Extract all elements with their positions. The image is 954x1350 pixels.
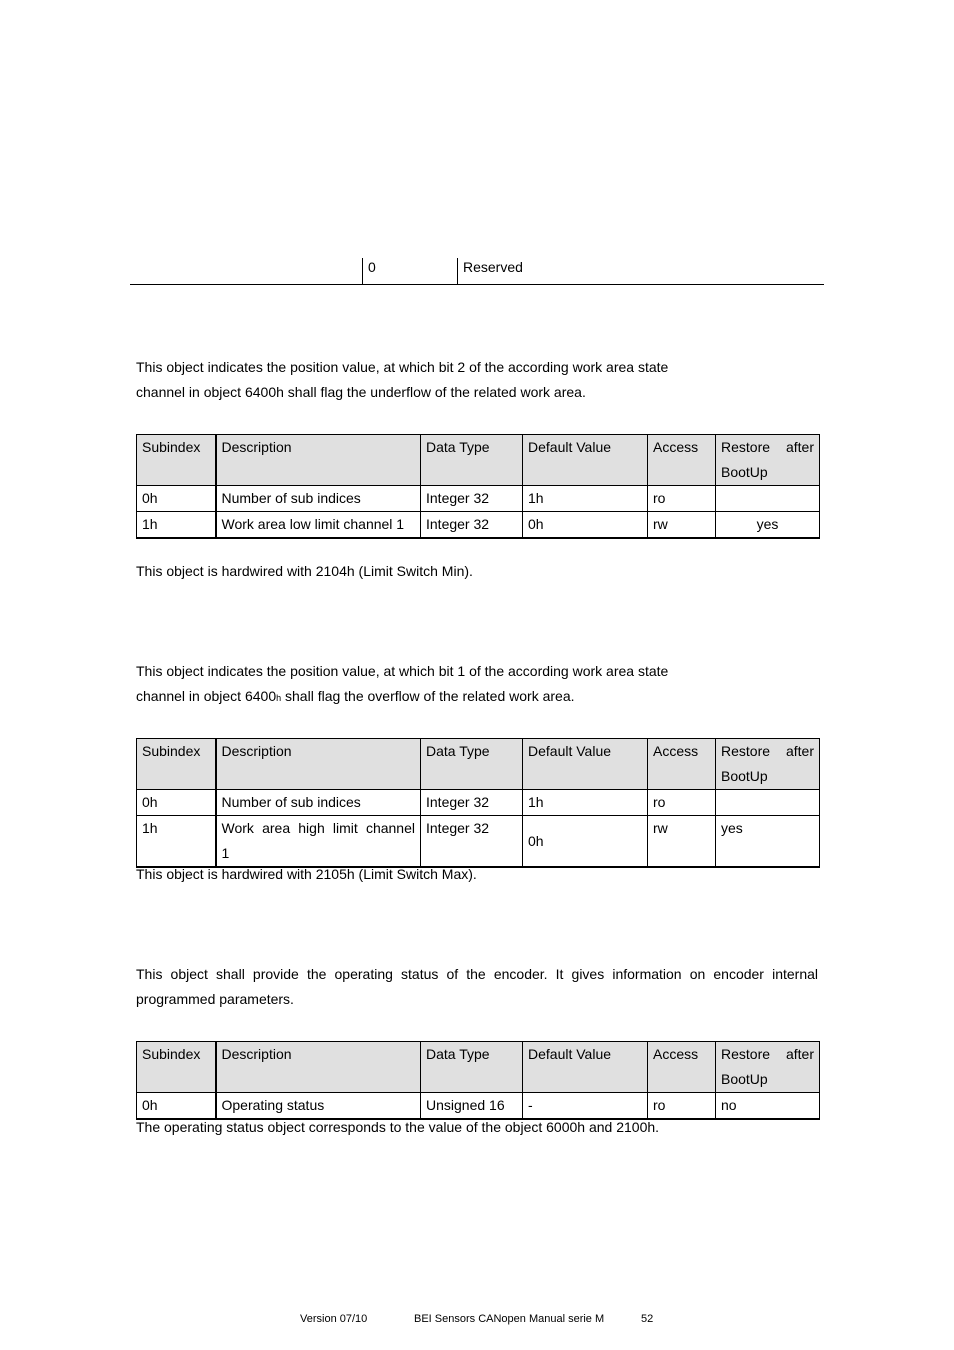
table-cell: ro [648,1093,716,1120]
subscript: h [276,693,282,703]
table-cell: Number of sub indices [216,486,421,512]
reserved-meaning: Reserved [463,259,523,275]
header-word: Restore [721,1046,771,1062]
table-cell: Integer 32 [421,512,523,539]
table-cell [716,790,820,816]
table-cell: Integer 32 [421,816,523,868]
paragraph-line: This object shall provide the operating status of the encoder. It gives information on encoder internal [136,966,818,982]
table-cell: rw [648,816,716,868]
table-row [137,790,820,816]
header-word: Restore [721,743,771,759]
header-cell [716,1042,820,1093]
table-row [137,512,820,539]
section-low-intro [136,355,668,405]
desc-word: limit [332,820,358,836]
section-status-note [136,1115,659,1140]
text-run: channel in object 6400 [136,688,277,704]
table-cell: 0h [137,486,216,512]
header-cell: Default Value [523,435,648,486]
header-word: after [785,439,814,455]
table-cell: Number of sub indices [216,790,421,816]
header-cell: Description [216,435,421,486]
table-cell: 1h [523,486,648,512]
desc-word: channel [365,820,415,836]
table-row [137,816,820,868]
table-cell: yes [716,816,820,868]
divider [457,258,458,284]
header-cell [716,435,820,486]
table-cell: 1h [137,816,216,868]
header-cell: Description [216,1042,421,1093]
paragraph-line: This object indicates the position value, at which bit 2 of the according work area state [136,359,669,375]
table-cell: rw [648,512,716,539]
table-row [137,486,820,512]
table-cell: 0h [523,512,648,539]
header-cell [716,739,820,790]
operating-status-table [136,1041,820,1120]
header-cell: Data Type [421,1042,523,1093]
table-cell: yes [716,512,820,539]
header-cell: Default Value [523,739,648,790]
table-header-row [137,1042,820,1093]
desc-word: area [262,820,291,836]
note-text: The operating status object corresponds to the value of the object 6000h and 2100h. [136,1119,660,1135]
header-cell: Access [648,739,716,790]
table-cell: ro [648,790,716,816]
text-run: shall flag the overflow of the related work area. [281,688,575,704]
table-cell: 1h [523,790,648,816]
table-cell: Operating status [216,1093,421,1120]
footer-manual-title: BEI Sensors CANopen Manual serie M [414,1313,605,1325]
header-word: after [785,1046,814,1062]
note-text: This object is hardwired with 2105h (Limit Switch Max). [136,866,477,882]
table-cell: Integer 32 [421,790,523,816]
table-cell: Work area low limit channel 1 [216,512,421,539]
desc-word: Work [221,820,254,836]
header-cell: Access [648,1042,716,1093]
header-cell: Default Value [523,1042,648,1093]
header-word: BootUp [721,1071,768,1087]
header-word: after [785,743,814,759]
table-cell: no [716,1093,820,1120]
table-cell [216,816,421,868]
header-word: Restore [721,439,771,455]
paragraph-line: This object indicates the position value, at which bit 1 of the according work area state [136,663,669,679]
paragraph-line: programmed parameters. [136,991,294,1007]
table-cell: 0h [137,790,216,816]
section-low-note [136,559,473,584]
section-high-note [136,862,477,887]
table-header-row [137,739,820,790]
divider [130,284,824,285]
header-cell: Description [216,739,421,790]
table-cell: 0h [523,816,648,868]
table-cell: Unsigned 16 [421,1093,523,1120]
header-word: BootUp [721,464,768,480]
table-cell [716,486,820,512]
table-cell: - [523,1093,648,1120]
header-cell: Access [648,435,716,486]
paragraph-line: channel in object 6400h shall flag the underflow of the related work area. [136,384,586,400]
header-cell: Data Type [421,739,523,790]
header-cell: Subindex [137,739,216,790]
low-limit-table [136,434,820,539]
footer-version: Version 07/10 [300,1313,368,1325]
footer-page-number: 52 [641,1313,654,1325]
section-high-intro [136,659,668,711]
header-cell: Subindex [137,435,216,486]
header-cell: Subindex [137,1042,216,1093]
desc-word: high [298,820,325,836]
table-header-row [137,435,820,486]
reserved-value: 0 [368,259,376,275]
high-limit-table [136,738,820,868]
paragraph-line [136,684,668,711]
table-cell: 1h [137,512,216,539]
note-text: This object is hardwired with 2104h (Limit Switch Min). [136,563,473,579]
table-cell: Integer 32 [421,486,523,512]
desc-word: 1 [221,845,230,861]
table-cell: ro [648,486,716,512]
header-word: BootUp [721,768,768,784]
section-status-intro [136,962,818,1012]
header-cell: Data Type [421,435,523,486]
table-cell: 0h [137,1093,216,1120]
divider [362,258,363,284]
